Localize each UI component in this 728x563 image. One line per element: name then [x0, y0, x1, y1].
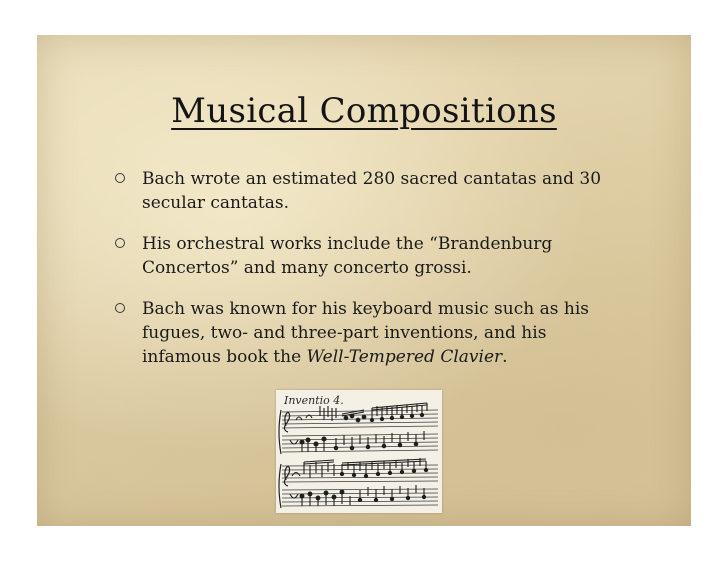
bullet-item — [109, 167, 629, 215]
manuscript-heading: Inventio 4. — [284, 394, 344, 407]
slide — [37, 35, 691, 526]
bullet-text: His orchestral works include the “Brandenburg Concertos” and many concerto grossi. — [142, 234, 553, 278]
circle-bullet-icon — [115, 173, 125, 183]
bullet-item — [109, 232, 629, 280]
circle-bullet-icon — [115, 303, 125, 313]
circle-bullet-icon — [115, 238, 125, 248]
bullet-text-after: . — [502, 347, 508, 367]
bullet-text: Bach wrote an estimated 280 sacred cantatas and 30 secular cantatas. — [142, 169, 602, 213]
bullet-item — [109, 297, 629, 369]
slide-title — [37, 91, 691, 131]
bullet-text-italic: Well-Tempered Clavier — [306, 347, 503, 367]
slide-title-text: Musical Compositions — [171, 91, 557, 131]
manuscript-score-image — [276, 390, 442, 513]
bullet-list — [109, 167, 629, 386]
manuscript-score-icon — [276, 390, 442, 513]
bullet-text-before: Bach was known for his keyboard music such as his fugues, two- and three-part inventions, and his infamous book the — [142, 299, 589, 367]
